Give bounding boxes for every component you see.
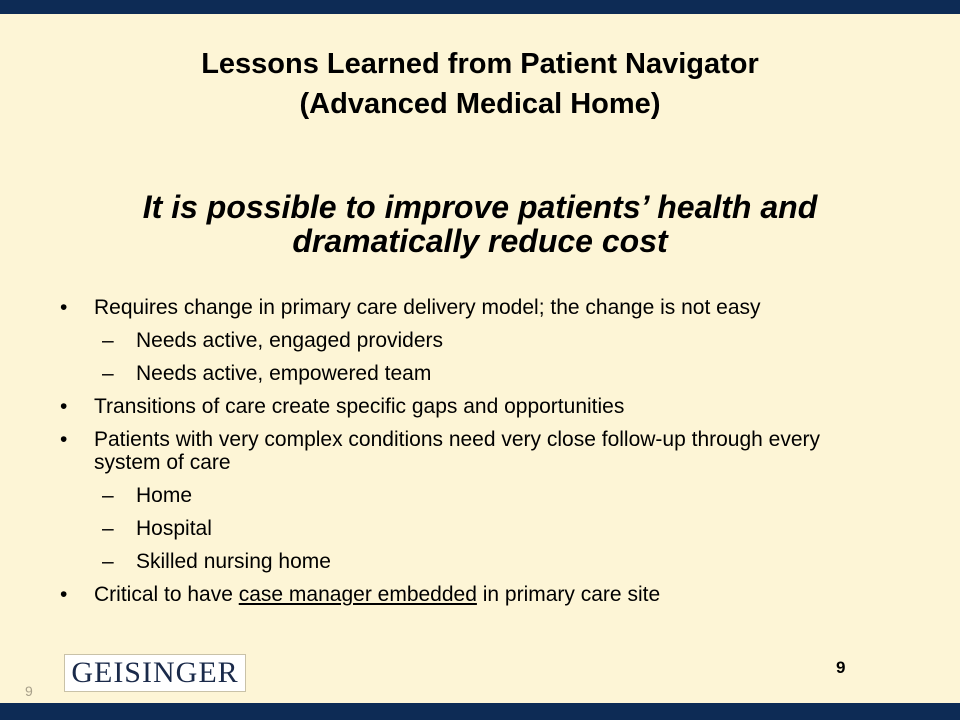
sub-bullet-item <box>60 362 890 385</box>
sub-bullet-item <box>60 484 890 507</box>
geisinger-logo: GEISINGER <box>64 654 246 692</box>
slide-title <box>0 44 960 124</box>
bullet-item <box>60 428 890 474</box>
bullet-item <box>60 296 890 319</box>
sub-bullet-text: Hospital <box>136 517 212 540</box>
page-number-corner: 9 <box>25 683 33 699</box>
bullet-marker: • <box>60 583 68 606</box>
bullet-marker: • <box>60 395 68 418</box>
bullet-text-underlined: case manager embedded <box>238 583 477 606</box>
bullet-item <box>60 395 890 418</box>
bottom-bar <box>0 703 960 720</box>
sub-bullet-text: Skilled nursing home <box>136 550 331 573</box>
bullet-text-post: in primary care site <box>476 583 661 606</box>
bullet-item <box>60 583 890 606</box>
sub-bullet-marker: – <box>102 550 114 573</box>
sub-bullet-item <box>60 329 890 352</box>
sub-bullet-item <box>60 550 890 573</box>
sub-bullet-text: Needs active, engaged providers <box>136 329 444 352</box>
bullet-text: Patients with very complex conditions need very close follow-up through every system of care <box>94 428 821 474</box>
bullet-text-pre: Critical to have <box>94 583 239 606</box>
sub-bullet-marker: – <box>102 329 114 352</box>
title-line-1: Lessons Learned from Patient Navigator <box>201 48 759 80</box>
sub-bullet-text: Home <box>136 484 193 507</box>
title-line-2: (Advanced Medical Home) <box>299 88 661 120</box>
bullet-text: Requires change in primary care delivery model; the change is not easy <box>94 296 761 319</box>
top-bar <box>0 0 960 14</box>
sub-bullet-text: Needs active, empowered team <box>136 362 432 385</box>
sub-bullet-item <box>60 517 890 540</box>
sub-bullet-marker: – <box>102 362 114 385</box>
bullet-marker: • <box>60 296 68 319</box>
sub-bullet-marker: – <box>102 484 114 507</box>
bullet-text: Transitions of care create specific gaps and opportunities <box>94 395 625 418</box>
page-number: 9 <box>836 658 846 677</box>
bullet-list <box>60 296 890 616</box>
slide-subtitle: It is possible to improve patients’ health and dramatically reduce cost <box>142 189 818 259</box>
bullet-marker: • <box>60 428 68 451</box>
sub-bullet-marker: – <box>102 517 114 540</box>
